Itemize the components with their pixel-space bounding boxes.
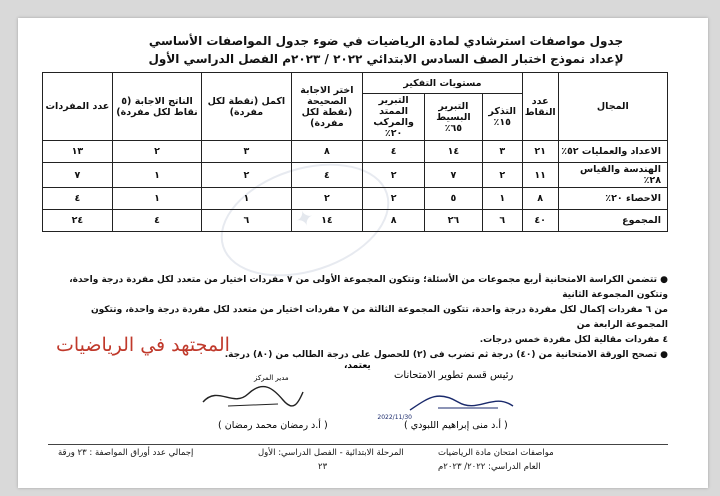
document-subtitle: لإعداد نموذج اختبار الصف السادس الابتدائي ٢٠٢٢ / ٢٠٢٣م الفصل الدراسي الأول: [148, 52, 624, 66]
table-row-total: [43, 210, 668, 232]
signature-left-icon: [198, 380, 308, 412]
cell-points: ٢١: [522, 141, 558, 163]
cell-output: ٢: [112, 141, 201, 163]
cell-recall: ٢: [482, 163, 522, 188]
cell-output: ٤: [112, 210, 201, 232]
cell-simple: ٧: [425, 163, 483, 188]
cell-mcq: ٨: [291, 141, 363, 163]
cell-recall: ٦: [482, 210, 522, 232]
cell-items: ٧: [43, 163, 113, 188]
header-output: الناتج الاجابة (٥ نقاط لكل مفردة): [112, 73, 201, 141]
cell-area: الهندسة والقياس ٢٨٪: [558, 163, 667, 188]
cell-complete: ٦: [202, 210, 291, 232]
header-mcq: اختر الاجابة الصحيحة (نقطة لكل مفردة): [291, 73, 363, 141]
brand-watermark-text: المجتهد في الرياضيات: [56, 334, 230, 356]
cell-recall: ١: [482, 188, 522, 210]
cell-extended: ٢: [363, 163, 425, 188]
table-row: [43, 188, 668, 210]
cell-simple: ١٤: [425, 141, 483, 163]
cell-complete: ٢: [202, 163, 291, 188]
watermark-stamp: ✦: [206, 144, 404, 297]
header-extended: التبرير الممتد والمركب ٢٠٪: [363, 94, 425, 141]
cell-mcq: ١٤: [291, 210, 363, 232]
header-points: عدد النقاط: [522, 73, 558, 141]
cell-extended: ٨: [363, 210, 425, 232]
cell-items: ١٣: [43, 141, 113, 163]
cell-extended: ٤: [363, 141, 425, 163]
center-manager-title: مدير المركز: [254, 374, 289, 382]
header-complete: اكمل (نقطة لكل مفردة): [202, 73, 291, 141]
cell-area: المجموع: [558, 210, 667, 232]
cell-area: الاحصاء ٢٠٪: [558, 188, 667, 210]
cell-points: ١١: [522, 163, 558, 188]
header-simple: التبرير البسيط ٦٥٪: [425, 94, 483, 141]
note-bullet-2: ● تصحح الورقة الامتحانية من (٤٠) درجة ثم تضرب فى (٢) للحصول على درجة الطالب من (٨٠) درجة.: [224, 350, 668, 360]
cell-extended: ٢: [363, 188, 425, 210]
note-bullet-1: ● تتضمن الكراسة الامتحانية أربع مجموعات من الأسئلة؛ وتتكون المجموعة الأولى من ٧ مفردات اختيار من متعدد لكل مفردة درجة واحدة، وتتكون المجموعة الثانية: [69, 275, 668, 300]
department-head-name: ( أ.د منى إبراهيم اللبودي ): [404, 420, 508, 431]
specification-table: [42, 72, 668, 232]
note-bullet-1-end: ٤ مفردات مقالية لكل مفردة خمس درجات.: [479, 335, 668, 345]
footer-divider: [48, 444, 668, 445]
cell-complete: ١: [202, 188, 291, 210]
cell-mcq: ٢: [291, 188, 363, 210]
document-page: [18, 18, 708, 488]
document-title: جدول مواصفات استرشادي لمادة الرياضيات في ضوء جدول المواصفات الأساسي: [148, 34, 624, 48]
department-head-title: رئيس قسم تطوير الامتحانات: [394, 370, 514, 381]
header-items: عدد المفردات: [43, 73, 113, 141]
cell-complete: ٣: [202, 141, 291, 163]
table-row: [43, 163, 668, 188]
cell-simple: ٢٦: [425, 210, 483, 232]
footer-stage-number: ٢٣: [318, 462, 328, 472]
header-levels: مستويات التفكير: [363, 73, 522, 94]
cell-output: ١: [112, 188, 201, 210]
cell-area: الاعداد والعمليات ٥٢٪: [558, 141, 667, 163]
center-manager-name: ( أ.د رمضان محمد رمضان ): [218, 420, 328, 431]
cell-points: ٨: [522, 188, 558, 210]
table-row: [43, 141, 668, 163]
signature-right-icon: [377, 388, 518, 421]
footer-pages: إجمالي عدد أوراق المواصفة : ٢٣ ورقة: [58, 448, 194, 458]
footer-year: العام الدراسي: ٢٠٢٢/ ٢٠٢٣م: [438, 462, 541, 472]
approval-label: يعتمد،: [344, 361, 371, 371]
footer-stage: المرحلة الابتدائية - الفصل الدراسي: الأول: [258, 448, 404, 458]
footer-spec: مواصفات امتحان مادة الرياضيات: [438, 448, 554, 458]
cell-items: ٤: [43, 188, 113, 210]
note-bullet-1-cont: من ٦ مفردات إكمال لكل مفردة درجة واحدة، تتكون المجموعة الثالثة من ٧ مفردات اختيار من متعدد لكل مفردة درجة واحدة، وتتكون المجموعة الرابعة من: [90, 305, 668, 330]
cell-output: ١: [112, 163, 201, 188]
cell-points: ٤٠: [522, 210, 558, 232]
signature-date: 2022/11/30: [377, 414, 412, 421]
header-recall: التذكر ١٥٪: [482, 94, 522, 141]
header-area: المجال: [558, 73, 667, 141]
cell-recall: ٣: [482, 141, 522, 163]
cell-simple: ٥: [425, 188, 483, 210]
cell-mcq: ٤: [291, 163, 363, 188]
cell-items: ٢٤: [43, 210, 113, 232]
